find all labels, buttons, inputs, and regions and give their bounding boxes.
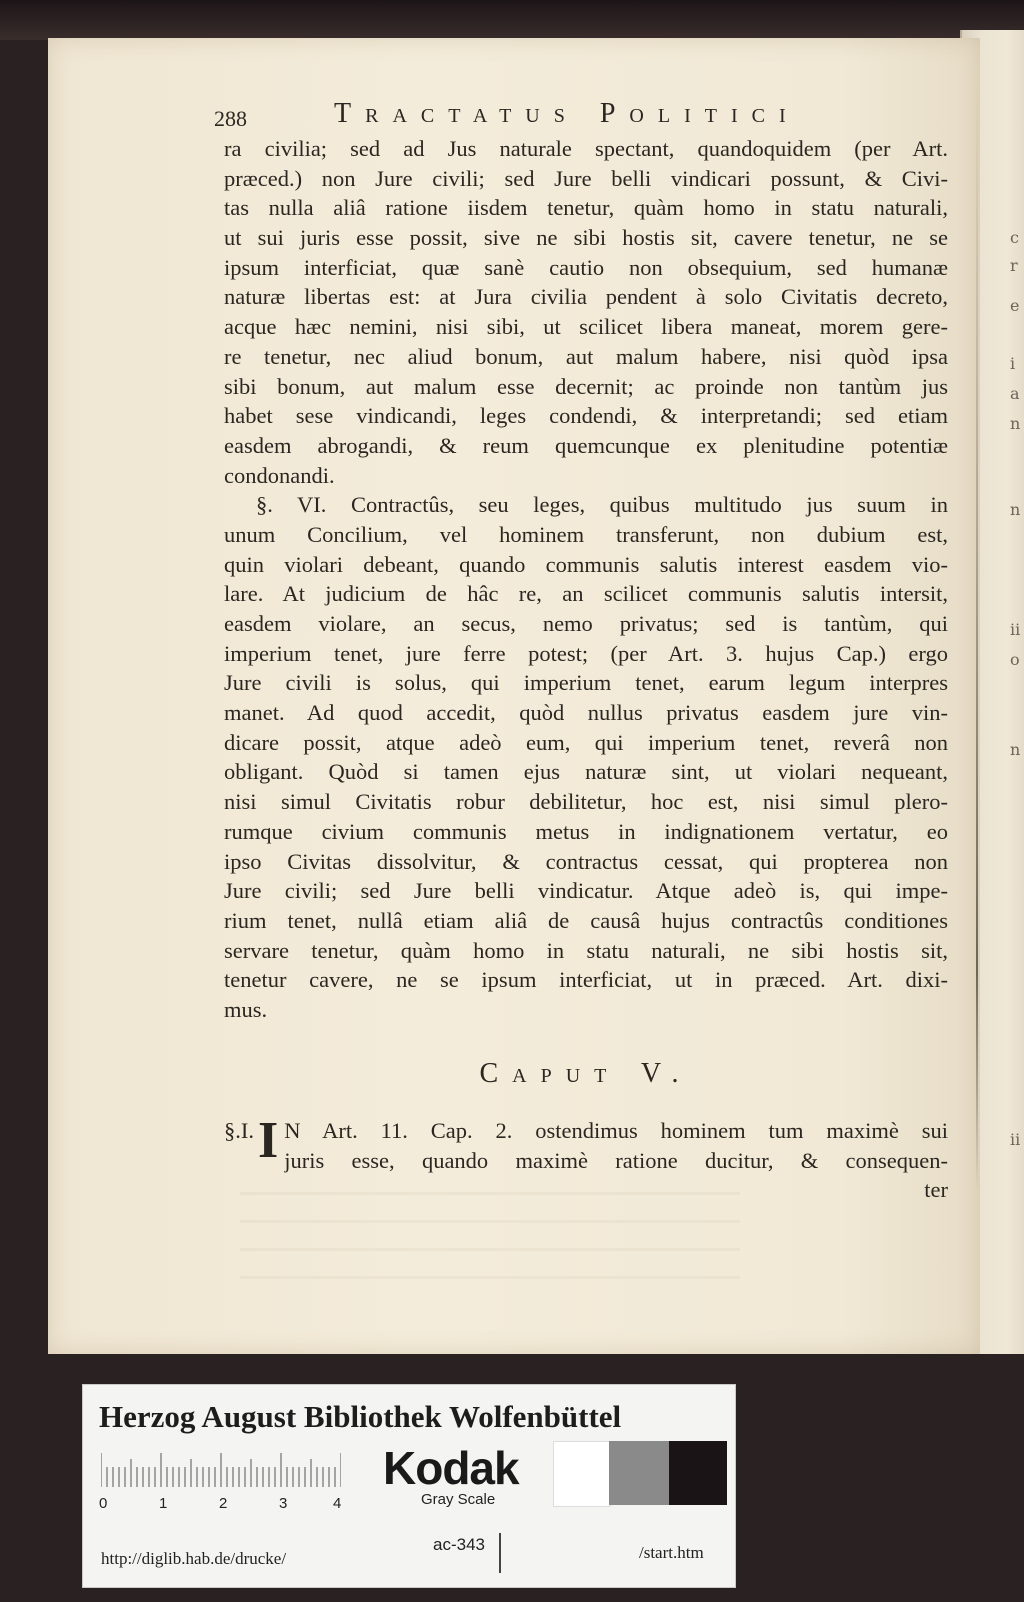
calibration-strip	[82, 1384, 736, 1588]
text-line: præced.) non Jure civili; sed Jure belli vindicari possunt, & Civi-	[224, 165, 948, 191]
ruler-number: 4	[333, 1495, 342, 1512]
section-line: Jure civili is solus, qui imperium tenet, earum legum interpres	[224, 670, 948, 696]
ruler-number: 0	[99, 1495, 108, 1512]
edge-mark: r	[1010, 256, 1018, 275]
show-through-bleed	[240, 1192, 740, 1282]
shelfmark-code: ac-343	[433, 1535, 485, 1554]
edge-mark: c	[1010, 228, 1019, 247]
text-line: condonandi.	[224, 462, 335, 488]
section-line: ipso Civitas dissolvitur, & contractus cessat, qui propterea non	[224, 848, 948, 874]
section-line: manet. Ad quod accedit, quòd nullus privatus easdem jure vin-	[224, 700, 948, 726]
dropcap: I	[258, 1112, 279, 1169]
text-line: habet sese vindicandi, leges condendi, & interpretandi; sed etiam	[224, 403, 948, 429]
section-line: servare tenetur, quàm homo in statu naturali, ne sibi hostis sit,	[224, 937, 948, 963]
section-mark: §.I.	[224, 1118, 254, 1143]
gray-swatch-white	[553, 1441, 611, 1507]
section-line: unum Concilium, vel hominem transferunt, non dubium est,	[224, 521, 948, 547]
edge-mark: e	[1010, 296, 1020, 315]
edge-mark: a	[1010, 384, 1020, 403]
catchword: ter	[924, 1177, 948, 1203]
edge-mark: n	[1010, 414, 1021, 433]
section-line: §. VI. Contractûs, seu leges, quibus multitudo jus suum in	[256, 492, 948, 518]
edge-mark: n	[1010, 500, 1021, 519]
section-line: mus.	[224, 996, 268, 1022]
section-line: quin violari debeant, quando communis salutis interest easdem vio-	[224, 551, 948, 577]
gray-swatch-mid	[609, 1441, 669, 1505]
scan-background-top	[0, 0, 1024, 40]
text-line: re tenetur, nec aliud bonum, aut malum habere, nisi quòd ipsa	[224, 343, 948, 369]
library-url: http://diglib.hab.de/drucke/	[101, 1549, 287, 1568]
text-line: ra civilia; sed ad Jus naturale spectant, quandoquidem (per Art.	[224, 136, 948, 161]
ruler-number: 1	[159, 1495, 168, 1512]
section-line: obligant. Quòd si tamen ejus naturæ sint, ut violari nequeant,	[224, 759, 948, 785]
page-gutter	[976, 90, 978, 1190]
gray-scale-label: Gray Scale	[421, 1491, 496, 1508]
edge-mark: o	[1010, 650, 1020, 669]
section-line: imperium tenet, jure ferre potest; (per Art. 3. hujus Cap.) ergo	[224, 640, 948, 666]
section-line: lare. At judicium de hâc re, an scilicet communis salutis intersit,	[224, 581, 948, 607]
edge-mark: ii	[1010, 1130, 1021, 1149]
main-text	[224, 134, 948, 1025]
text-line: tas nulla aliâ ratione iisdem tenetur, quàm homo in statu naturali,	[224, 195, 948, 221]
gray-swatch-black	[669, 1441, 727, 1505]
divider	[499, 1533, 501, 1573]
chapter-line: juris esse, quando maximè ratione ducitur, & consequen-	[284, 1147, 948, 1173]
edge-mark: n	[1010, 740, 1021, 759]
running-title: Tractatus Politici	[334, 98, 800, 129]
kodak-logo: Kodak	[383, 1442, 519, 1494]
section-line: dicare possit, atque adeò eum, qui imperium tenet, reverâ non	[224, 729, 948, 755]
ruler-number: 3	[279, 1495, 288, 1512]
text-line: ut sui juris esse possit, sive ne sibi hostis sit, cavere tenetur, ne se	[224, 225, 948, 251]
text-line: easdem abrogandi, & reum quemcunque ex plenitudine potentiæ	[224, 432, 948, 458]
ruler-scale	[101, 1453, 341, 1487]
section-line: Jure civili; sed Jure belli vindicatur. Atque adeò is, qui impe-	[224, 878, 948, 904]
running-header	[214, 98, 954, 132]
section-line: nisi simul Civitatis robur debilitetur, hoc est, nisi simul plero-	[224, 789, 948, 815]
library-name: Herzog August Bibliothek Wolfenbüttel	[99, 1399, 622, 1434]
page-number: 288	[214, 106, 247, 131]
chapter-line: N Art. 11. Cap. 2. ostendimus hominem tum maximè sui	[284, 1118, 948, 1143]
edge-mark: ii	[1010, 620, 1021, 639]
text-line: acque hæc nemini, nisi sibi, ut scilicet libera maneat, morem gere-	[224, 314, 948, 340]
text-line: naturæ libertas est: at Jura civilia pendent à solo Civitatis decreto,	[224, 284, 948, 310]
chapter-heading: Caput V.	[479, 1058, 693, 1089]
text-line: sibi bonum, aut malum esse decernit; ac proinde non tantùm jus	[224, 373, 948, 399]
text-line: ipsum interficiat, quæ sanè cautio non obsequium, sed humanæ	[224, 254, 948, 280]
section-line: rium tenet, nullâ etiam aliâ de causâ hujus contractûs conditiones	[224, 907, 948, 933]
start-path: /start.htm	[639, 1543, 704, 1562]
edge-mark: i	[1010, 354, 1016, 373]
section-line: tenetur cavere, ne se ipsum interficiat, ut in præced. Art. dixi-	[224, 967, 948, 993]
ruler-number: 2	[219, 1495, 228, 1512]
section-line: easdem violare, an secus, nemo privatus; sed is tantùm, qui	[224, 611, 948, 636]
section-line: rumque civium communis metus in indignationem vertatur, eo	[224, 818, 948, 844]
